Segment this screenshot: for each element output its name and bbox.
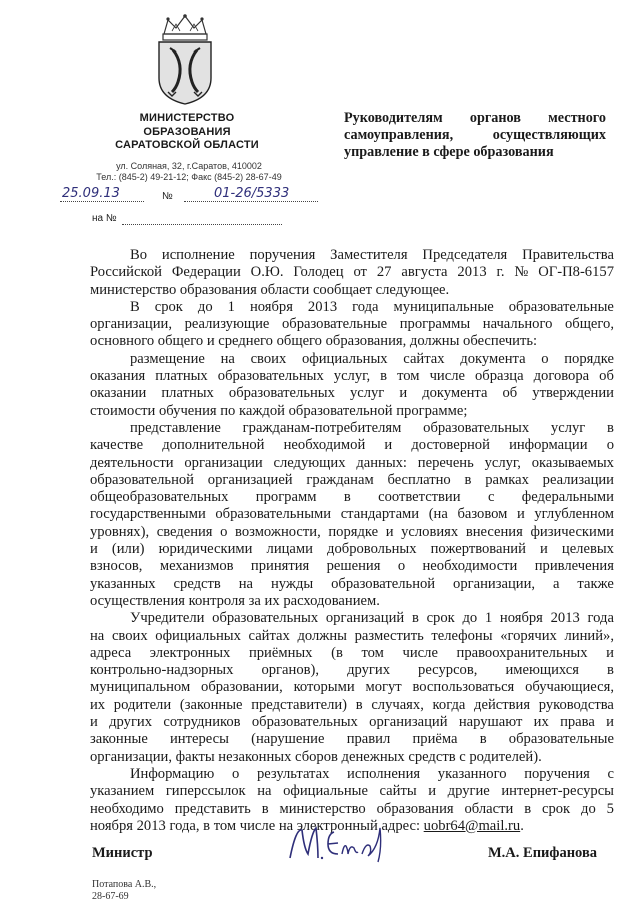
- ministry-line-2: ОБРАЗОВАНИЯ: [143, 125, 231, 138]
- body-word: Учредители: [130, 610, 205, 627]
- registration-line: [40, 186, 300, 209]
- body-word: г.: [496, 264, 505, 281]
- body-line: [90, 524, 614, 541]
- body-word: информации: [509, 437, 588, 454]
- body-word: и: [516, 506, 525, 523]
- handwritten-date: 25.09.13: [62, 186, 120, 201]
- body-word: федеральными: [521, 489, 614, 506]
- body-word: представление: [130, 419, 221, 436]
- body-word: своих: [250, 350, 287, 367]
- body-line: [90, 576, 614, 593]
- body-word: сотрудников: [163, 714, 241, 731]
- body-word: сайтах: [403, 350, 445, 367]
- body-word: условиях: [401, 523, 459, 540]
- body-word: указанием: [90, 783, 155, 800]
- reference-label: на №: [92, 213, 117, 224]
- body-line: [90, 316, 614, 333]
- body-word: о: [397, 558, 406, 575]
- body-word: интернет-ресурсы: [501, 783, 614, 800]
- body-word: образовательной: [331, 575, 436, 592]
- body-word: (в: [331, 644, 343, 661]
- body-word: организации: [184, 454, 263, 471]
- body-word: на: [238, 575, 254, 592]
- body-word: области: [464, 800, 514, 817]
- body-line: [90, 558, 614, 575]
- body-line: [90, 351, 614, 368]
- body-line: [90, 610, 614, 627]
- body-word: имеющихся: [505, 662, 579, 679]
- body-word: Голодец: [293, 264, 344, 281]
- body-word: целевых: [561, 541, 614, 558]
- body-word: на: [220, 350, 235, 367]
- body-word: срок: [426, 610, 455, 627]
- body-word: в: [343, 489, 351, 506]
- body-word: образовательными: [215, 506, 332, 523]
- body-word: в: [261, 800, 269, 817]
- body-word: до: [462, 610, 478, 627]
- body-word: а: [552, 575, 560, 592]
- body-word: порядке: [564, 350, 614, 367]
- body-line: [90, 437, 614, 454]
- body-word: качестве: [90, 437, 144, 454]
- body-word: 2013: [307, 298, 338, 315]
- body-word: их: [533, 714, 549, 731]
- body-word: возможности,: [235, 523, 321, 540]
- body-word: и: [428, 783, 437, 800]
- body-word: юридическими: [158, 541, 253, 558]
- body-word: (на: [428, 506, 448, 523]
- body-line: [90, 783, 614, 800]
- recipient-word: осуществляющих: [492, 127, 606, 143]
- body-word: нарушают: [458, 714, 523, 731]
- body-line: [90, 368, 614, 385]
- body-word: Председателя: [422, 247, 508, 263]
- recipient-word: органов: [469, 110, 521, 126]
- body-word: оказываемых: [531, 454, 614, 471]
- body-word: в: [411, 610, 419, 627]
- body-word: 1: [227, 298, 235, 315]
- body-word: документа: [460, 350, 526, 367]
- body-word: Во: [130, 247, 148, 263]
- body-word: августа: [401, 264, 448, 281]
- body-word: гиперссылок: [165, 783, 246, 800]
- body-final-text: ноября 2013 года, в том числе на электронный адрес:: [90, 817, 424, 834]
- body-word: (или): [111, 541, 145, 558]
- body-word: другие: [447, 783, 490, 800]
- body-word: пожертвований: [430, 541, 526, 558]
- body-word: о: [220, 523, 228, 540]
- body-word: исполнение: [161, 247, 235, 263]
- body-word: (законные: [179, 696, 243, 713]
- executor-phone: 28-67-69: [92, 891, 129, 902]
- body-line: [90, 628, 614, 645]
- body-word: и: [90, 714, 98, 731]
- body-word: адреса: [90, 644, 132, 661]
- reference-underline: [122, 224, 282, 225]
- body-word: механизмов: [159, 558, 234, 575]
- recipient-word: самоуправления,: [344, 127, 454, 143]
- body-word: и: [385, 523, 394, 540]
- body-word: министерство: [279, 800, 366, 817]
- body-word: взносов,: [90, 558, 143, 575]
- body-line: осуществления контроля за их расходованием.: [90, 592, 380, 609]
- body-word: образовательных: [423, 419, 530, 436]
- body-word: образовательные: [508, 298, 614, 315]
- body-word: и: [606, 644, 614, 661]
- recipient-line-3: управление в сфере образования: [344, 144, 554, 160]
- body-word: следующих: [273, 454, 346, 471]
- body-word: образовательных: [212, 610, 319, 627]
- ministry-name-block: [92, 112, 282, 153]
- body-word: Российской: [90, 264, 162, 281]
- body-word: представить: [174, 800, 251, 817]
- ministry-line-3: САРАТОВСКОЙ ОБЛАСТИ: [115, 139, 259, 151]
- body-word: необходимости: [422, 558, 518, 575]
- body-word: Заместителя: [330, 247, 408, 263]
- body-line: [90, 766, 614, 783]
- body-word: уровнях),: [90, 523, 150, 540]
- body-word: организации,: [453, 575, 536, 592]
- body-word: документа: [422, 385, 488, 402]
- body-word: которыми: [293, 679, 355, 696]
- body-word: образовательной: [90, 471, 194, 488]
- body-word: в: [479, 731, 487, 748]
- body-word: своих: [111, 627, 148, 644]
- recipient-block: [344, 110, 606, 161]
- body-word: образовательных: [217, 368, 324, 385]
- body-word: когда: [432, 696, 466, 713]
- body-word: случаях,: [371, 696, 424, 713]
- body-line: [90, 541, 614, 558]
- body-word: исполнения: [347, 765, 421, 782]
- body-word: телефоны: [431, 627, 493, 644]
- body-word: программ: [255, 489, 317, 506]
- body-word: ноября: [249, 298, 293, 315]
- body-word: лицами: [266, 541, 313, 558]
- body-line: [90, 455, 614, 472]
- body-word: реализации: [542, 471, 614, 488]
- body-line: [90, 420, 614, 437]
- body-word: достоверной: [411, 437, 490, 454]
- body-word: рамках: [485, 471, 529, 488]
- body-word: электронных: [149, 644, 231, 661]
- body-word: законные: [90, 731, 148, 748]
- email-link[interactable]: uobr64@mail.ru: [423, 817, 521, 834]
- body-word: официальных: [301, 350, 388, 367]
- body-word: договора: [533, 368, 590, 385]
- body-word: интересы: [170, 731, 229, 748]
- body-word: года: [587, 610, 614, 627]
- body-word: услуг,: [484, 454, 521, 471]
- body-word: разместить: [354, 627, 424, 644]
- body-word: платных: [155, 368, 208, 385]
- body-word: общего,: [564, 316, 614, 333]
- body-word: до: [197, 298, 213, 315]
- body-word: в: [355, 696, 363, 713]
- body-line: [90, 385, 614, 402]
- body-word: и: [540, 541, 548, 558]
- handwritten-number: 01-26/5333: [214, 186, 290, 201]
- body-word: данных:: [356, 454, 407, 471]
- body-word: услуг: [349, 385, 385, 402]
- body-word: размещение: [130, 350, 205, 367]
- reference-line: [92, 213, 292, 229]
- body-word: официальные: [283, 783, 368, 800]
- body-line: [90, 679, 614, 696]
- body-word: том: [361, 644, 384, 661]
- body-line: [90, 299, 614, 316]
- body-word: и: [606, 714, 614, 731]
- body-word: образовательных: [251, 714, 358, 731]
- ministry-line-1: МИНИСТЕРСТВО: [139, 112, 235, 124]
- body-word: на: [90, 627, 105, 644]
- letter-body: [90, 247, 614, 835]
- body-word: услуг: [550, 419, 586, 436]
- body-word: о: [231, 765, 240, 782]
- body-word: гражданам: [306, 471, 374, 488]
- body-word: В: [130, 298, 140, 315]
- body-word: муниципальные: [393, 298, 494, 315]
- body-word: поручения: [249, 247, 316, 263]
- body-word: стандартами: [340, 506, 420, 523]
- body-word: приёмных: [248, 644, 313, 661]
- recipient-line-1: [344, 110, 606, 127]
- recipient-line-2: [344, 127, 606, 144]
- body-word: поручения: [524, 765, 590, 782]
- body-word: срок: [154, 298, 183, 315]
- body-word: срок: [541, 800, 571, 817]
- body-word: родители: [113, 696, 172, 713]
- recipient-word: местного: [548, 110, 606, 126]
- body-word: Правительства: [522, 247, 614, 263]
- body-word: Федерации: [171, 264, 241, 281]
- body-word: с: [607, 765, 614, 782]
- body-word: обучающиеся,: [525, 679, 614, 696]
- handwritten-signature: [282, 818, 392, 866]
- body-word: ресурсов,: [418, 662, 478, 679]
- body-word: муниципальном: [90, 679, 191, 696]
- executor-name: Потапова А.В.,: [92, 879, 157, 890]
- body-word: организации,: [90, 316, 172, 333]
- body-word: реализующие: [184, 316, 270, 333]
- body-word: до: [581, 800, 596, 817]
- body-word: должны: [297, 627, 347, 644]
- body-word: добровольных: [327, 541, 417, 558]
- body-word: указанного: [437, 765, 507, 782]
- saratov-coat-of-arms-emblem: [150, 14, 220, 106]
- body-word: результатах: [256, 765, 330, 782]
- body-line: [90, 731, 614, 748]
- body-word: в: [464, 471, 472, 488]
- body-word: приёма: [412, 731, 458, 748]
- body-word: дополнительной: [162, 437, 265, 454]
- date-underline: [60, 201, 144, 202]
- body-line: основного общего и среднего общего образования, должны обеспечить:: [90, 333, 538, 350]
- body-word: необходимо: [90, 800, 164, 817]
- body-word: от: [353, 264, 367, 281]
- signatory-name: М.А. Епифанова: [488, 845, 598, 861]
- address-line: ул. Соляная, 32, г.Саратов, 410002: [116, 161, 262, 171]
- body-line: стоимости обучения по каждой образовательной программе;: [90, 402, 468, 419]
- body-word: также: [577, 575, 614, 592]
- body-word: и: [90, 541, 98, 558]
- body-word: решения: [326, 558, 381, 575]
- body-word: права: [560, 714, 595, 731]
- body-word: средств: [173, 575, 221, 592]
- body-line: [90, 247, 614, 264]
- body-word: платных: [161, 385, 214, 402]
- body-word: перечень: [417, 454, 474, 471]
- body-word: в: [524, 800, 532, 817]
- body-word: об: [599, 368, 614, 385]
- body-word: о: [541, 350, 549, 367]
- body-word: нужды: [270, 575, 314, 592]
- body-line: [90, 662, 614, 679]
- recipient-word: Руководителям: [344, 110, 443, 126]
- body-word: на: [257, 783, 272, 800]
- body-word: образовании,: [201, 679, 283, 696]
- body-word: в: [380, 368, 388, 385]
- body-word: образца: [475, 368, 524, 385]
- body-line: [90, 801, 614, 818]
- body-word: услуг,: [333, 368, 371, 385]
- body-line: [90, 472, 614, 489]
- body-word: могут: [365, 679, 402, 696]
- body-line: [90, 697, 614, 714]
- body-word: и: [399, 385, 408, 402]
- body-word: о: [606, 437, 614, 454]
- body-word: государственными: [90, 506, 206, 523]
- body-word: других: [347, 662, 390, 679]
- body-word: утверждении: [532, 385, 614, 402]
- body-word: действия: [474, 696, 531, 713]
- body-word: других: [109, 714, 153, 731]
- body-word: в: [607, 662, 614, 679]
- body-word: Информацию: [130, 765, 215, 782]
- body-word: органов),: [261, 662, 320, 679]
- body-word: том: [397, 368, 420, 385]
- body-line: министерство образования области сообщает следующее.: [90, 281, 450, 298]
- body-word: с: [487, 489, 495, 506]
- body-word: порядке: [328, 523, 379, 540]
- number-underline: [184, 201, 318, 202]
- final-period: .: [520, 817, 524, 834]
- body-word: (нарушение: [251, 731, 325, 748]
- body-word: общеобразовательных: [90, 489, 229, 506]
- body-word: углубленном: [534, 506, 614, 523]
- phone-line: Тел.: (845-2) 49-21-12; Факс (845-2) 28-67-49: [96, 172, 282, 182]
- body-word: 5: [606, 800, 614, 817]
- body-word: об: [502, 385, 518, 402]
- body-line: [90, 506, 614, 523]
- body-word: организацией: [207, 471, 293, 488]
- body-word: их: [90, 696, 106, 713]
- body-word: №: [514, 264, 529, 281]
- body-word: базовом: [457, 506, 508, 523]
- body-word: соответствии: [378, 489, 461, 506]
- body-word: сведения: [156, 523, 213, 540]
- body-line: [90, 489, 614, 506]
- body-word: образования: [376, 800, 454, 817]
- body-line: [90, 645, 614, 662]
- body-word: линий»,: [564, 627, 614, 644]
- body-word: образовательных: [228, 385, 335, 402]
- body-word: числе: [402, 644, 438, 661]
- body-word: физическими: [530, 523, 614, 540]
- ministry-contacts: [92, 161, 286, 183]
- body-word: оказания: [90, 368, 146, 385]
- body-word: представители): [251, 696, 348, 713]
- body-word: сайты: [379, 783, 417, 800]
- body-word: программы: [399, 316, 471, 333]
- body-word: и: [384, 437, 393, 454]
- body-word: контрольно-надзорных: [90, 662, 234, 679]
- body-word: необходимой: [283, 437, 366, 454]
- body-word: гражданам-потребителям: [242, 419, 402, 436]
- body-word: бесплатно: [387, 471, 451, 488]
- body-word: организаций: [369, 714, 448, 731]
- body-word: О.Ю.: [250, 264, 284, 281]
- signatory-title: Министр: [92, 845, 153, 861]
- executor-block: [92, 879, 156, 903]
- body-word: принятия: [250, 558, 310, 575]
- body-word: числе: [429, 368, 465, 385]
- body-word: 27: [376, 264, 392, 281]
- body-word: деятельности: [90, 454, 174, 471]
- body-word: образовательные: [282, 316, 388, 333]
- body-word: руководства: [538, 696, 614, 713]
- body-word: официальных: [155, 627, 241, 644]
- body-word: 2013: [457, 264, 487, 281]
- body-word: года: [352, 298, 379, 315]
- body-word: начального: [482, 316, 553, 333]
- body-word: ноября: [499, 610, 543, 627]
- body-line: [90, 264, 614, 281]
- body-word: сайтах: [248, 627, 290, 644]
- body-word: привлечения: [534, 558, 614, 575]
- body-word: организаций: [325, 610, 405, 627]
- body-word: образовательные: [508, 731, 614, 748]
- body-line: организации, факты незаконных сборов денежных средств с родителей).: [90, 748, 542, 765]
- body-word: «горячих: [500, 627, 557, 644]
- number-label: №: [162, 191, 173, 202]
- body-word: внесения: [465, 523, 523, 540]
- body-word: правоохранительных: [456, 644, 588, 661]
- body-word: 2013: [550, 610, 580, 627]
- body-word: указанных: [90, 575, 156, 592]
- body-word: воспользоваться: [412, 679, 515, 696]
- body-word: 1: [484, 610, 493, 627]
- body-line: [90, 714, 614, 731]
- body-word: оказании: [90, 385, 147, 402]
- body-word: правил: [346, 731, 391, 748]
- body-word: в: [607, 419, 614, 436]
- body-word: ОГ-П8-6157: [538, 264, 614, 281]
